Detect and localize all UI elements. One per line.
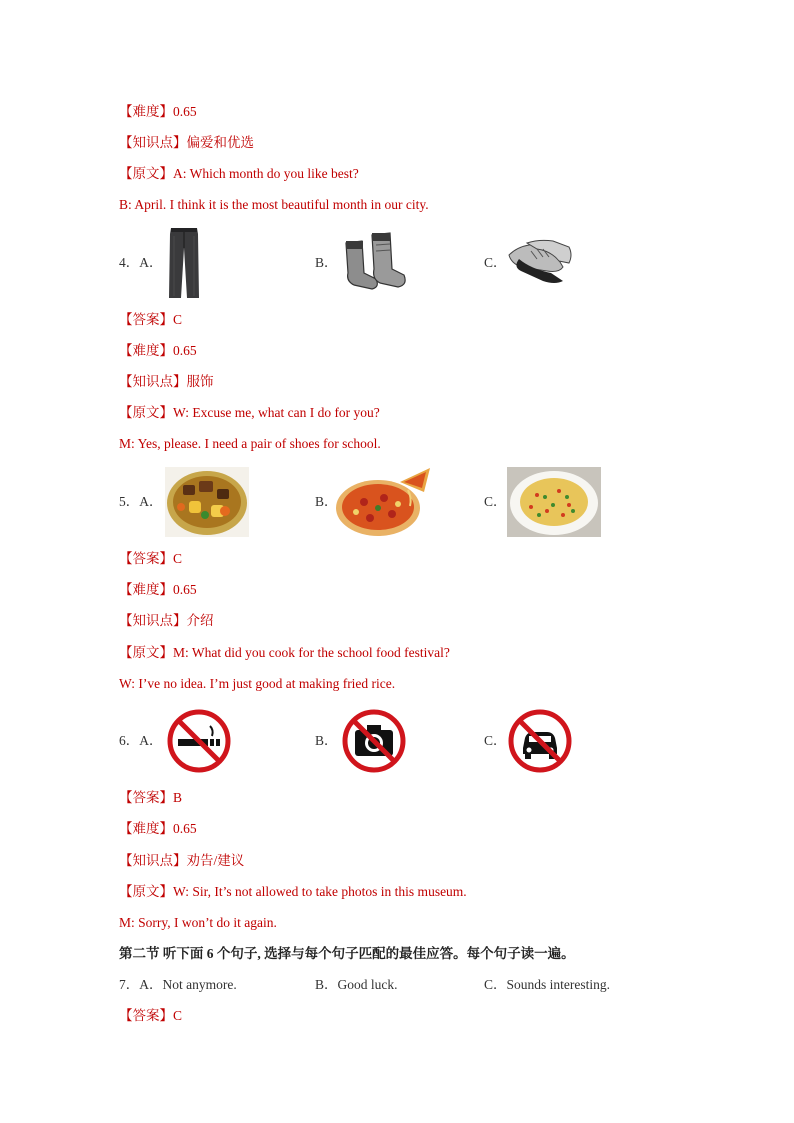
q6-answer: 【答案】B	[119, 790, 183, 805]
q5-number: 5．A．	[119, 494, 163, 509]
stew-picture	[165, 467, 249, 537]
q7-option-a: 7．A．Not anymore.	[119, 977, 237, 992]
q4-answer: 【答案】C	[119, 312, 183, 327]
q5-answer: 【答案】C	[119, 551, 183, 566]
no-car-icon	[507, 708, 573, 774]
q6-dialogue-line: M: Sorry, I won’t do it again.	[119, 915, 277, 930]
q5-dialogue-line: W: I’ve no idea. I’m just good at making fried rice.	[119, 676, 396, 691]
q6-knowledge: 【知识点】劝告/建议	[119, 853, 245, 868]
q5-knowledge: 【知识点】介绍	[119, 613, 214, 628]
q7-answer: 【答案】C	[119, 1008, 183, 1023]
section-heading: 第二节 听下面 6 个句子, 选择与每个句子匹配的最佳应答。每个句子读一遍。	[119, 946, 575, 961]
jeans-picture	[168, 226, 200, 300]
q5-difficulty: 【难度】0.65	[119, 582, 197, 597]
socks-picture	[342, 229, 410, 293]
q5-original: 【原文】M: What did you cook for the school food festival?	[119, 645, 450, 660]
q4-knowledge: 【知识点】服饰	[119, 374, 214, 389]
q6-original: 【原文】W: Sir, It’s not allowed to take photos in this museum.	[119, 884, 467, 899]
pizza-picture	[334, 462, 432, 538]
q4-option-b: B．	[315, 255, 338, 270]
q3-dialogue-line: B: April. I think it is the most beautiful month in our city.	[119, 197, 429, 212]
q6-difficulty: 【难度】0.65	[119, 821, 197, 836]
q4-difficulty: 【难度】0.65	[119, 343, 197, 358]
q4-option-c: C．	[484, 255, 507, 270]
fried-rice-picture	[507, 467, 601, 537]
no-camera-icon	[341, 708, 407, 774]
q7-option-b: B．Good luck.	[315, 977, 398, 992]
q4-dialogue-line: M: Yes, please. I need a pair of shoes for school.	[119, 436, 381, 451]
no-smoking-icon	[166, 708, 232, 774]
q4-number: 4．A．	[119, 255, 163, 270]
q7-option-c: C．Sounds interesting.	[484, 977, 611, 992]
q3-difficulty: 【难度】0.65	[119, 104, 197, 119]
q3-knowledge: 【知识点】偏爱和优选	[119, 135, 254, 150]
q5-option-b: B．	[315, 494, 338, 509]
q6-option-b: B．	[315, 733, 338, 748]
sneakers-picture	[507, 237, 575, 285]
q5-option-c: C．	[484, 494, 507, 509]
q4-original: 【原文】W: Excuse me, what can I do for you?	[119, 405, 380, 420]
q3-original: 【原文】A: Which month do you like best?	[119, 166, 359, 181]
q6-number: 6．A．	[119, 733, 163, 748]
q6-option-c: C．	[484, 733, 507, 748]
